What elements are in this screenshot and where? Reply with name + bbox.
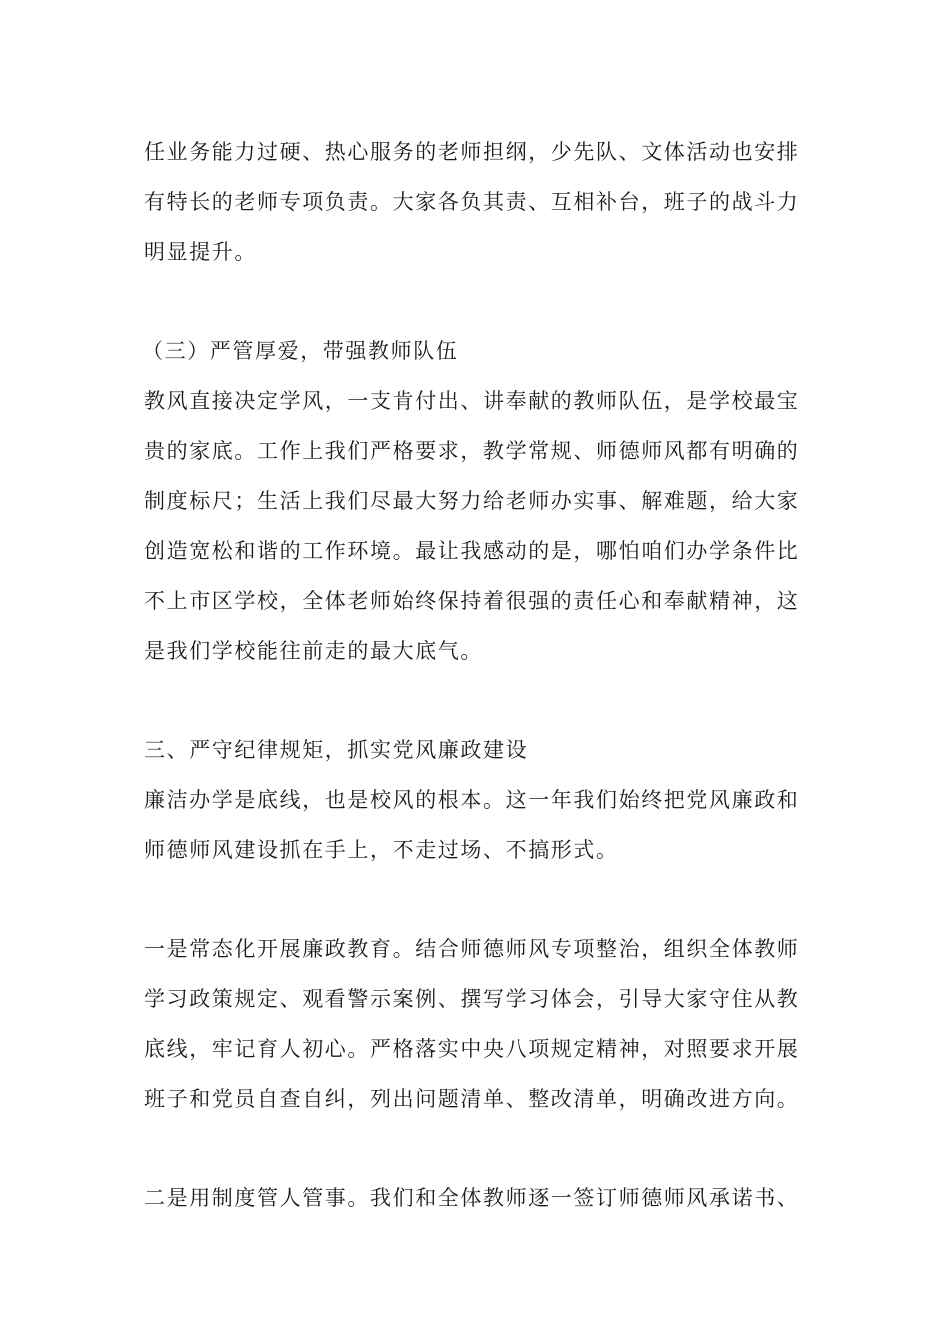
paragraph-line: 有特长的老师专项负责。大家各负其责、互相补台，班子的战斗力: [144, 190, 800, 214]
paragraph-line: 是我们学校能往前走的最大底气。: [144, 639, 483, 663]
paragraph-line: 班子和党员自查自纠，列出问题清单、整改清单，明确改进方向。: [144, 1087, 800, 1111]
paragraph-line: 学习政策规定、观看警示案例、撰写学习体会，引导大家守住从教: [144, 987, 800, 1011]
paragraph-line: 贵的家底。工作上我们严格要求，教学常规、师德师风都有明确的: [144, 439, 800, 463]
part-heading: 三、严守纪律规矩，抓实党风廉政建设: [144, 738, 529, 762]
paragraph-line: 底线，牢记育人初心。严格落实中央八项规定精神，对照要求开展: [144, 1037, 800, 1061]
paragraph-line: 制度标尺；生活上我们尽最大努力给老师办实事、解难题，给大家: [144, 489, 800, 513]
paragraph-line: 明显提升。: [144, 240, 257, 264]
paragraph-line: 廉洁办学是底线，也是校风的根本。这一年我们始终把党风廉政和: [144, 788, 800, 812]
paragraph-line: 任业务能力过硬、热心服务的老师担纲，少先队、文体活动也安排: [144, 140, 800, 164]
paragraph-line: 不上市区学校，全体老师始终保持着很强的责任心和奉献精神，这: [144, 589, 800, 613]
paragraph-line: 二是用制度管人管事。我们和全体教师逐一签订师德师风承诺书、: [144, 1186, 800, 1210]
section-heading: （三）严管厚爱，带强教师队伍: [142, 339, 459, 363]
paragraph-line: 创造宽松和谐的工作环境。最让我感动的是，哪怕咱们办学条件比: [144, 539, 800, 563]
paragraph-line: 一是常态化开展廉政教育。结合师德师风专项整治，组织全体教师: [144, 937, 800, 961]
paragraph-line: 教风直接决定学风，一支肯付出、讲奉献的教师队伍，是学校最宝: [144, 389, 800, 413]
paragraph-line: 师德师风建设抓在手上，不走过场、不搞形式。: [144, 838, 619, 862]
